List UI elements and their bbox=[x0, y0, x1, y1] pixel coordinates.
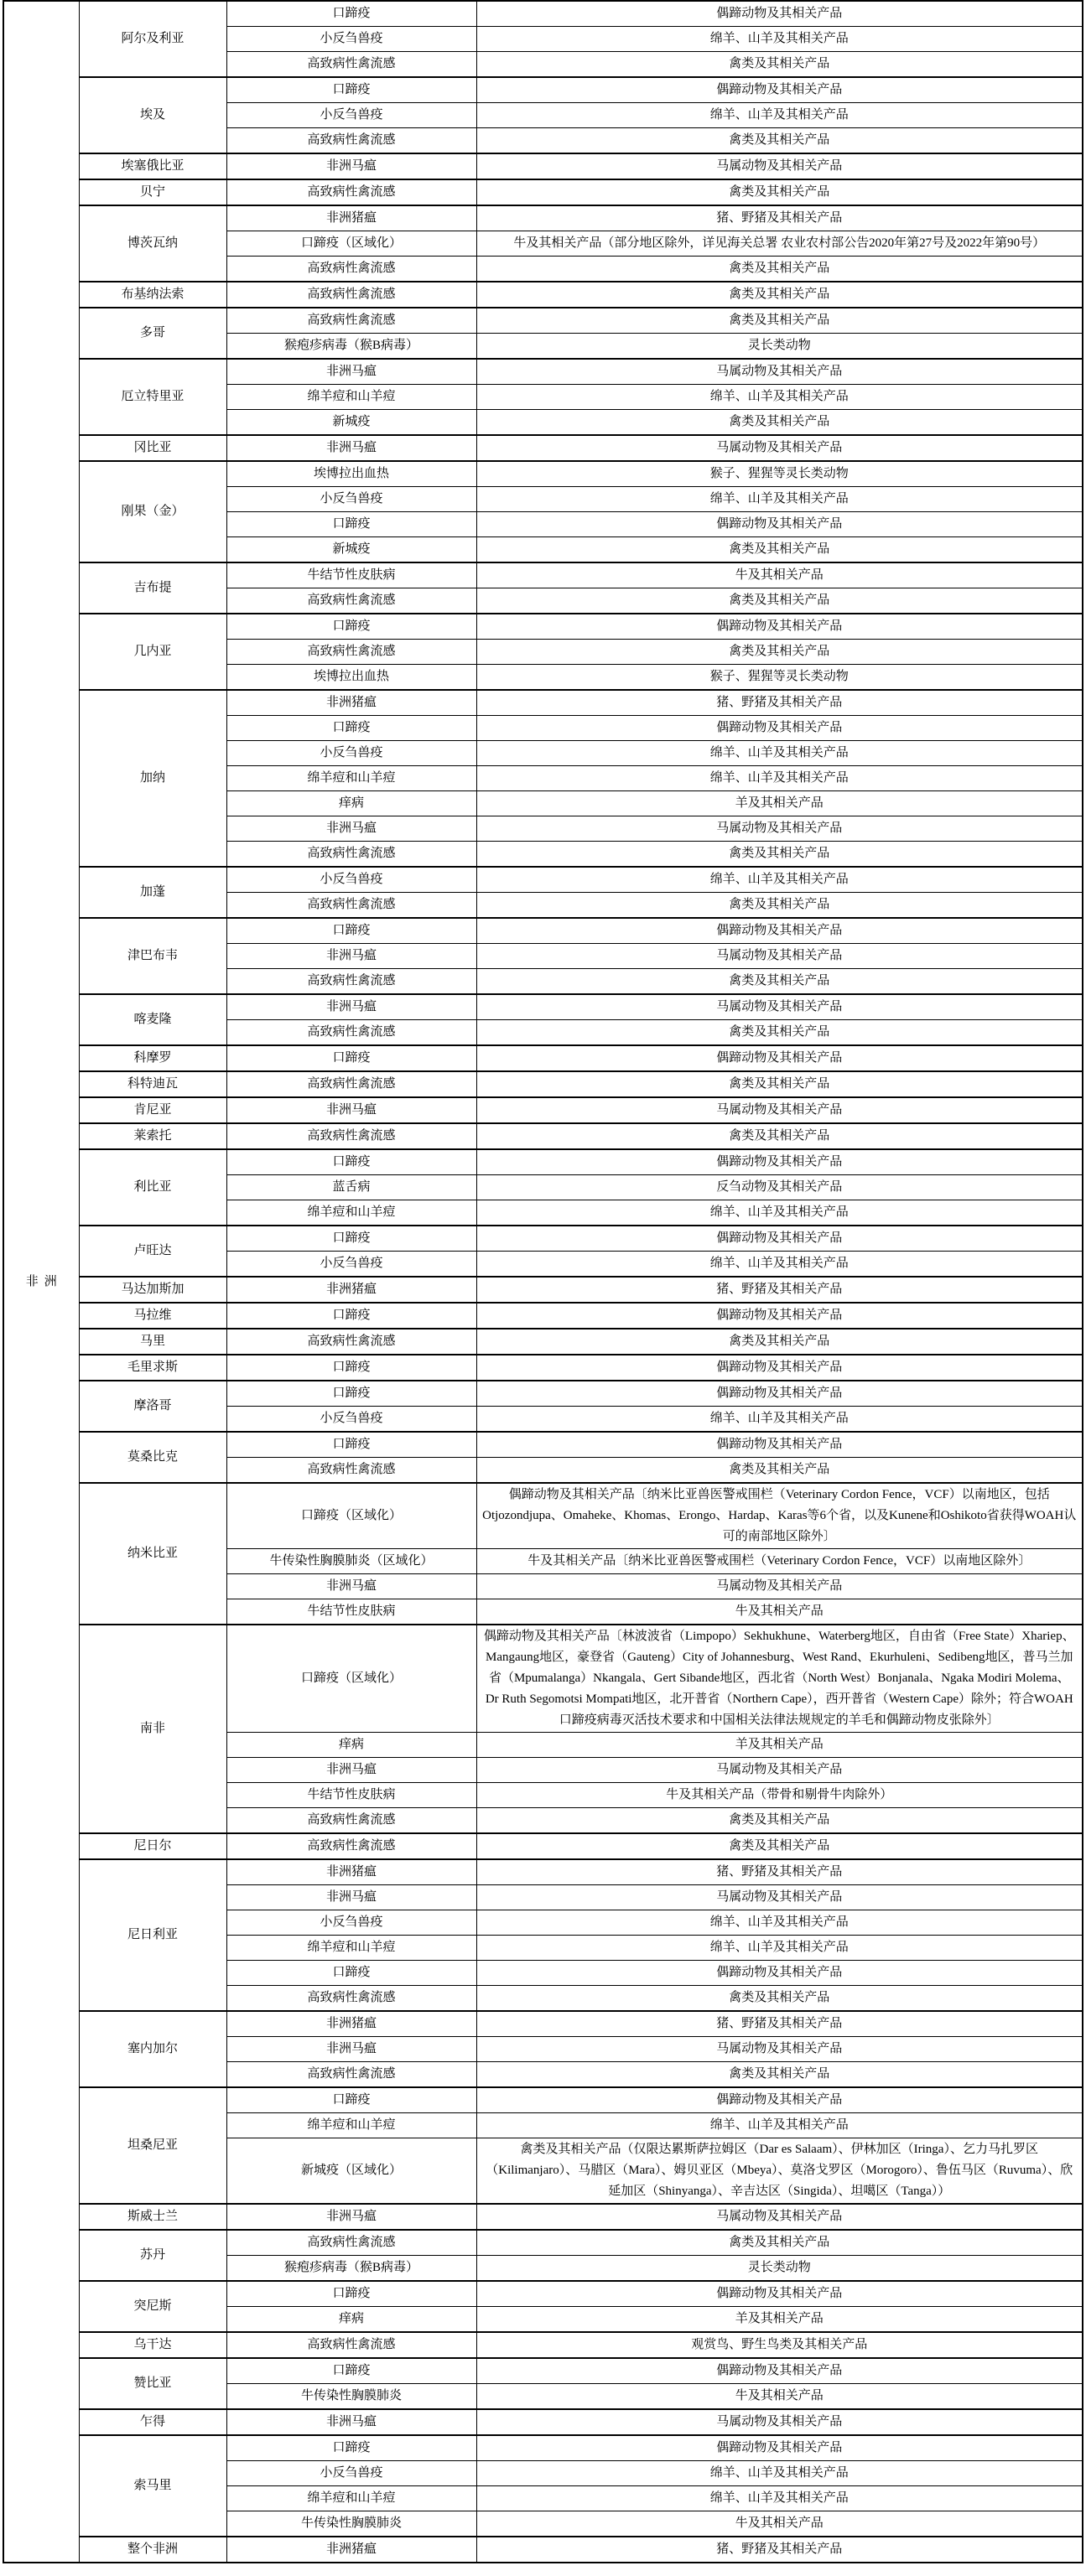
product-cell: 绵羊、山羊及其相关产品 bbox=[476, 1407, 1083, 1433]
table-row bbox=[3, 282, 1083, 308]
country-cell: 布基纳法索 bbox=[79, 282, 226, 308]
country-cell: 马里 bbox=[79, 1329, 226, 1355]
country-cell: 津巴布韦 bbox=[79, 918, 226, 994]
disease-cell: 口蹄疫（区域化） bbox=[226, 1625, 476, 1733]
country-cell: 埃及 bbox=[79, 77, 226, 153]
disease-cell: 小反刍兽疫 bbox=[226, 1252, 476, 1278]
country-cell: 冈比亚 bbox=[79, 435, 226, 461]
disease-cell: 非洲猪瘟 bbox=[226, 2011, 476, 2037]
disease-cell: 非洲马瘟 bbox=[226, 2409, 476, 2435]
country-cell: 莱索托 bbox=[79, 1123, 226, 1149]
disease-cell: 猴疱疹病毒（猴B病毒） bbox=[226, 334, 476, 360]
product-cell: 牛及其相关产品 bbox=[476, 2511, 1083, 2537]
product-cell: 绵羊、山羊及其相关产品 bbox=[476, 1910, 1083, 1936]
disease-cell: 非洲猪瘟 bbox=[226, 690, 476, 716]
product-cell: 禽类及其相关产品 bbox=[476, 1020, 1083, 1046]
disease-cell: 牛结节性皮肤病 bbox=[226, 1599, 476, 1625]
table-row bbox=[3, 1303, 1083, 1329]
disease-cell: 非洲猪瘟 bbox=[226, 1277, 476, 1303]
country-cell: 南非 bbox=[79, 1625, 226, 1833]
product-cell: 偶蹄动物及其相关产品 bbox=[476, 2087, 1083, 2113]
disease-cell: 口蹄疫 bbox=[226, 1149, 476, 1175]
disease-cell: 绵羊痘和山羊痘 bbox=[226, 385, 476, 410]
table-row bbox=[3, 1071, 1083, 1097]
country-cell: 贝宁 bbox=[79, 179, 226, 205]
continent-cell: 非洲 bbox=[3, 1, 79, 2563]
product-cell: 禽类及其相关产品 bbox=[476, 969, 1083, 995]
disease-cell: 非洲马瘟 bbox=[226, 1574, 476, 1599]
country-cell: 莫桑比克 bbox=[79, 1432, 226, 1483]
product-cell: 偶蹄动物及其相关产品 bbox=[476, 1, 1083, 27]
product-cell: 猴子、猩猩等灵长类动物 bbox=[476, 461, 1083, 487]
table-row bbox=[3, 1045, 1083, 1071]
product-cell: 禽类及其相关产品 bbox=[476, 308, 1083, 334]
disease-cell: 牛结节性皮肤病 bbox=[226, 562, 476, 588]
product-cell: 猪、野猪及其相关产品 bbox=[476, 1277, 1083, 1303]
product-cell: 禽类及其相关产品（仅限达累斯萨拉姆区（Dar es Salaam）、伊林加区（Iringa）、乞力马扎罗区（Kilimanjaro）、马腊区（Mara）、姆贝亚区（Mbeya）、莫洛戈罗区（Morogoro）、鲁伍马区（Ruvuma）、欣延加区（Shinyanga）、辛吉达区（Singida）、坦噶区（Tanga）） bbox=[476, 2138, 1083, 2205]
disease-cell: 口蹄疫 bbox=[226, 918, 476, 944]
table-row bbox=[3, 1097, 1083, 1123]
country-cell: 纳米比亚 bbox=[79, 1483, 226, 1625]
product-cell: 偶蹄动物及其相关产品 bbox=[476, 1226, 1083, 1252]
disease-cell: 高致病性禽流感 bbox=[226, 308, 476, 334]
table-row bbox=[3, 1123, 1083, 1149]
disease-cell: 口蹄疫 bbox=[226, 614, 476, 640]
disease-cell: 非洲猪瘟 bbox=[226, 205, 476, 231]
product-cell: 马属动物及其相关产品 bbox=[476, 1885, 1083, 1910]
table-row bbox=[3, 1355, 1083, 1381]
disease-cell: 小反刍兽疫 bbox=[226, 741, 476, 766]
country-cell: 加纳 bbox=[79, 690, 226, 867]
product-cell: 绵羊、山羊及其相关产品 bbox=[476, 2486, 1083, 2511]
country-cell: 马拉维 bbox=[79, 1303, 226, 1329]
disease-cell: 口蹄疫 bbox=[226, 1303, 476, 1329]
disease-cell: 高致病性禽流感 bbox=[226, 179, 476, 205]
product-cell: 偶蹄动物及其相关产品 bbox=[476, 512, 1083, 537]
table-body bbox=[3, 1, 1083, 2563]
country-cell: 尼日尔 bbox=[79, 1833, 226, 1859]
table-row bbox=[3, 562, 1083, 588]
country-cell: 苏丹 bbox=[79, 2230, 226, 2281]
product-cell: 偶蹄动物及其相关产品〔纳米比亚兽医警戒围栏（Veterinary Cordon Fence，VCF）以南地区，包括Otjozondjupa、Omaheke、Khomas、Erongo、Hardap、Karas等6个省，以及Kunene和Oshikoto省获得WOAH认可的南部地区除外〕 bbox=[476, 1483, 1083, 1549]
table-row bbox=[3, 359, 1083, 385]
disease-cell: 口蹄疫 bbox=[226, 1226, 476, 1252]
country-cell: 肯尼亚 bbox=[79, 1097, 226, 1123]
product-cell: 禽类及其相关产品 bbox=[476, 640, 1083, 665]
product-cell: 羊及其相关产品 bbox=[476, 791, 1083, 816]
table-row bbox=[3, 1432, 1083, 1458]
product-cell: 绵羊、山羊及其相关产品 bbox=[476, 487, 1083, 512]
product-cell: 马属动物及其相关产品 bbox=[476, 1097, 1083, 1123]
table-row bbox=[3, 2409, 1083, 2435]
table-row bbox=[3, 1226, 1083, 1252]
table-row bbox=[3, 1625, 1083, 1733]
disease-cell: 高致病性禽流感 bbox=[226, 588, 476, 614]
country-cell: 多哥 bbox=[79, 308, 226, 359]
disease-cell: 埃博拉出血热 bbox=[226, 665, 476, 691]
country-cell: 厄立特里亚 bbox=[79, 359, 226, 435]
product-cell: 禽类及其相关产品 bbox=[476, 588, 1083, 614]
table-row bbox=[3, 1, 1083, 27]
product-cell: 禽类及其相关产品 bbox=[476, 842, 1083, 868]
product-cell: 偶蹄动物及其相关产品 bbox=[476, 1045, 1083, 1071]
product-cell: 禽类及其相关产品 bbox=[476, 257, 1083, 282]
table-row bbox=[3, 2087, 1083, 2113]
disease-cell: 牛传染性胸膜肺炎（区域化） bbox=[226, 1549, 476, 1574]
product-cell: 绵羊、山羊及其相关产品 bbox=[476, 766, 1083, 791]
product-cell: 猴子、猩猩等灵长类动物 bbox=[476, 665, 1083, 691]
country-cell: 斯威士兰 bbox=[79, 2204, 226, 2230]
disease-cell: 高致病性禽流感 bbox=[226, 1329, 476, 1355]
product-cell: 禽类及其相关产品 bbox=[476, 1329, 1083, 1355]
product-cell: 马属动物及其相关产品 bbox=[476, 1758, 1083, 1783]
product-cell: 绵羊、山羊及其相关产品 bbox=[476, 2461, 1083, 2486]
disease-cell: 牛结节性皮肤病 bbox=[226, 1783, 476, 1808]
disease-cell: 绵羊痘和山羊痘 bbox=[226, 1936, 476, 1961]
country-cell: 赞比亚 bbox=[79, 2358, 226, 2409]
table-row bbox=[3, 1149, 1083, 1175]
disease-cell: 新城疫 bbox=[226, 537, 476, 563]
product-cell: 偶蹄动物及其相关产品 bbox=[476, 1432, 1083, 1458]
product-cell: 偶蹄动物及其相关产品 bbox=[476, 1355, 1083, 1381]
table-row bbox=[3, 2281, 1083, 2307]
disease-cell: 非洲马瘟 bbox=[226, 944, 476, 969]
table-row bbox=[3, 1329, 1083, 1355]
disease-cell: 高致病性禽流感 bbox=[226, 2332, 476, 2358]
disease-cell: 小反刍兽疫 bbox=[226, 1407, 476, 1433]
product-cell: 观赏鸟、野生鸟类及其相关产品 bbox=[476, 2332, 1083, 2358]
product-cell: 绵羊、山羊及其相关产品 bbox=[476, 103, 1083, 128]
table-row bbox=[3, 205, 1083, 231]
product-cell: 禽类及其相关产品 bbox=[476, 1071, 1083, 1097]
disease-cell: 高致病性禽流感 bbox=[226, 893, 476, 919]
table-row bbox=[3, 994, 1083, 1020]
disease-cell: 高致病性禽流感 bbox=[226, 282, 476, 308]
table-row bbox=[3, 1483, 1083, 1549]
disease-cell: 牛传染性胸膜肺炎 bbox=[226, 2511, 476, 2537]
table-row bbox=[3, 918, 1083, 944]
table-row bbox=[3, 2537, 1083, 2563]
country-cell: 突尼斯 bbox=[79, 2281, 226, 2332]
product-cell: 马属动物及其相关产品 bbox=[476, 944, 1083, 969]
product-cell: 绵羊、山羊及其相关产品 bbox=[476, 741, 1083, 766]
product-cell: 偶蹄动物及其相关产品〔林波波省（Limpopo）Sekhukhune、Waterberg地区，自由省（Free State）Xhariep、Mangaung地区，豪登省（Gauteng）City of Johannesburg、West Rand、Ekurhuleni、Sedibeng地区，普马兰加省（Mpumalanga）Nkangala、Gert Sibande地区，西北省（North West）Bonjanala、Ngaka Modiri Molema、 Dr Ruth Segomotsi Mompati地区，北开普省（Northern Cape），西开普省（Western Cape）除外；符合WOAH口蹄疫病毒灭活技术要求和中国相关法律法规规定的羊毛和偶蹄动物皮张除外〕 bbox=[476, 1625, 1083, 1733]
country-cell: 加蓬 bbox=[79, 867, 226, 918]
disease-cell: 口蹄疫（区域化） bbox=[226, 1483, 476, 1549]
country-cell: 阿尔及利亚 bbox=[79, 1, 226, 77]
table-row bbox=[3, 1277, 1083, 1303]
table-row bbox=[3, 461, 1083, 487]
country-cell: 刚果（金） bbox=[79, 461, 226, 562]
country-cell: 喀麦隆 bbox=[79, 994, 226, 1045]
product-cell: 马属动物及其相关产品 bbox=[476, 2204, 1083, 2230]
country-cell: 乌干达 bbox=[79, 2332, 226, 2358]
disease-cell: 高致病性禽流感 bbox=[226, 1986, 476, 2012]
product-cell: 偶蹄动物及其相关产品 bbox=[476, 1149, 1083, 1175]
quarantine-table bbox=[3, 0, 1083, 2563]
disease-cell: 高致病性禽流感 bbox=[226, 969, 476, 995]
disease-cell: 非洲猪瘟 bbox=[226, 1859, 476, 1885]
product-cell: 牛及其相关产品（部分地区除外，详见海关总署 农业农村部公告2020年第27号及2022年第90号） bbox=[476, 231, 1083, 257]
disease-cell: 小反刍兽疫 bbox=[226, 2461, 476, 2486]
country-cell: 尼日利亚 bbox=[79, 1859, 226, 2011]
disease-cell: 口蹄疫 bbox=[226, 716, 476, 741]
product-cell: 猪、野猪及其相关产品 bbox=[476, 2537, 1083, 2563]
product-cell: 灵长类动物 bbox=[476, 334, 1083, 360]
disease-cell: 高致病性禽流感 bbox=[226, 2230, 476, 2256]
table-row bbox=[3, 2204, 1083, 2230]
disease-cell: 非洲马瘟 bbox=[226, 435, 476, 461]
product-cell: 禽类及其相关产品 bbox=[476, 1986, 1083, 2012]
country-cell: 摩洛哥 bbox=[79, 1381, 226, 1432]
product-cell: 猪、野猪及其相关产品 bbox=[476, 690, 1083, 716]
country-cell: 埃塞俄比亚 bbox=[79, 153, 226, 179]
disease-cell: 口蹄疫 bbox=[226, 1045, 476, 1071]
disease-cell: 高致病性禽流感 bbox=[226, 52, 476, 78]
disease-cell: 小反刍兽疫 bbox=[226, 1910, 476, 1936]
product-cell: 羊及其相关产品 bbox=[476, 1733, 1083, 1758]
product-cell: 马属动物及其相关产品 bbox=[476, 359, 1083, 385]
disease-cell: 痒病 bbox=[226, 1733, 476, 1758]
disease-cell: 高致病性禽流感 bbox=[226, 128, 476, 154]
disease-cell: 非洲马瘟 bbox=[226, 153, 476, 179]
disease-cell: 非洲马瘟 bbox=[226, 2204, 476, 2230]
product-cell: 猪、野猪及其相关产品 bbox=[476, 205, 1083, 231]
disease-cell: 埃博拉出血热 bbox=[226, 461, 476, 487]
product-cell: 禽类及其相关产品 bbox=[476, 179, 1083, 205]
product-cell: 禽类及其相关产品 bbox=[476, 282, 1083, 308]
product-cell: 马属动物及其相关产品 bbox=[476, 435, 1083, 461]
product-cell: 马属动物及其相关产品 bbox=[476, 816, 1083, 842]
product-cell: 马属动物及其相关产品 bbox=[476, 994, 1083, 1020]
country-cell: 毛里求斯 bbox=[79, 1355, 226, 1381]
product-cell: 禽类及其相关产品 bbox=[476, 2230, 1083, 2256]
product-cell: 牛及其相关产品（带骨和剔骨牛肉除外） bbox=[476, 1783, 1083, 1808]
table-row bbox=[3, 77, 1083, 103]
disease-cell: 非洲马瘟 bbox=[226, 994, 476, 1020]
product-cell: 牛及其相关产品 bbox=[476, 1599, 1083, 1625]
disease-cell: 猴疱疹病毒（猴B病毒） bbox=[226, 2256, 476, 2282]
disease-cell: 痒病 bbox=[226, 791, 476, 816]
product-cell: 禽类及其相关产品 bbox=[476, 1123, 1083, 1149]
country-cell: 坦桑尼亚 bbox=[79, 2087, 226, 2204]
product-cell: 绵羊、山羊及其相关产品 bbox=[476, 1252, 1083, 1278]
disease-cell: 新城疫 bbox=[226, 410, 476, 436]
country-cell: 利比亚 bbox=[79, 1149, 226, 1226]
table-row bbox=[3, 2230, 1083, 2256]
table-row bbox=[3, 867, 1083, 893]
product-cell: 绵羊、山羊及其相关产品 bbox=[476, 385, 1083, 410]
disease-cell: 高致病性禽流感 bbox=[226, 1123, 476, 1149]
product-cell: 禽类及其相关产品 bbox=[476, 2062, 1083, 2088]
disease-cell: 非洲马瘟 bbox=[226, 2037, 476, 2062]
disease-cell: 牛传染性胸膜肺炎 bbox=[226, 2384, 476, 2410]
product-cell: 猪、野猪及其相关产品 bbox=[476, 2011, 1083, 2037]
product-cell: 绵羊、山羊及其相关产品 bbox=[476, 867, 1083, 893]
product-cell: 禽类及其相关产品 bbox=[476, 537, 1083, 563]
disease-cell: 非洲马瘟 bbox=[226, 1885, 476, 1910]
product-cell: 禽类及其相关产品 bbox=[476, 128, 1083, 154]
table-row bbox=[3, 1381, 1083, 1407]
disease-cell: 小反刍兽疫 bbox=[226, 27, 476, 52]
disease-cell: 口蹄疫 bbox=[226, 2358, 476, 2384]
country-cell: 博茨瓦纳 bbox=[79, 205, 226, 282]
disease-cell: 非洲马瘟 bbox=[226, 359, 476, 385]
country-cell: 整个非洲 bbox=[79, 2537, 226, 2563]
disease-cell: 口蹄疫 bbox=[226, 2087, 476, 2113]
disease-cell: 口蹄疫 bbox=[226, 2435, 476, 2461]
disease-cell: 口蹄疫 bbox=[226, 1381, 476, 1407]
product-cell: 牛及其相关产品〔纳米比亚兽医警戒围栏（Veterinary Cordon Fence，VCF）以南地区除外〕 bbox=[476, 1549, 1083, 1574]
product-cell: 绵羊、山羊及其相关产品 bbox=[476, 27, 1083, 52]
disease-cell: 口蹄疫 bbox=[226, 1, 476, 27]
disease-cell: 蓝舌病 bbox=[226, 1175, 476, 1200]
table-row bbox=[3, 690, 1083, 716]
table-row bbox=[3, 614, 1083, 640]
product-cell: 偶蹄动物及其相关产品 bbox=[476, 1961, 1083, 1986]
disease-cell: 高致病性禽流感 bbox=[226, 1833, 476, 1859]
disease-cell: 口蹄疫 bbox=[226, 2281, 476, 2307]
table-row bbox=[3, 435, 1083, 461]
table-row bbox=[3, 153, 1083, 179]
product-cell: 偶蹄动物及其相关产品 bbox=[476, 77, 1083, 103]
country-cell: 马达加斯加 bbox=[79, 1277, 226, 1303]
table-row bbox=[3, 1833, 1083, 1859]
country-cell: 乍得 bbox=[79, 2409, 226, 2435]
disease-cell: 高致病性禽流感 bbox=[226, 1071, 476, 1097]
disease-cell: 口蹄疫 bbox=[226, 512, 476, 537]
product-cell: 马属动物及其相关产品 bbox=[476, 153, 1083, 179]
table-row bbox=[3, 179, 1083, 205]
country-cell: 几内亚 bbox=[79, 614, 226, 690]
product-cell: 禽类及其相关产品 bbox=[476, 410, 1083, 436]
product-cell: 羊及其相关产品 bbox=[476, 2307, 1083, 2333]
disease-cell: 口蹄疫 bbox=[226, 77, 476, 103]
product-cell: 偶蹄动物及其相关产品 bbox=[476, 2358, 1083, 2384]
country-cell: 卢旺达 bbox=[79, 1226, 226, 1277]
table-row bbox=[3, 2358, 1083, 2384]
product-cell: 牛及其相关产品 bbox=[476, 2384, 1083, 2410]
country-cell: 塞内加尔 bbox=[79, 2011, 226, 2087]
table-row bbox=[3, 2011, 1083, 2037]
disease-cell: 高致病性禽流感 bbox=[226, 640, 476, 665]
table-row bbox=[3, 1859, 1083, 1885]
disease-cell: 小反刍兽疫 bbox=[226, 103, 476, 128]
disease-cell: 痒病 bbox=[226, 2307, 476, 2333]
table-row bbox=[3, 2435, 1083, 2461]
product-cell: 禽类及其相关产品 bbox=[476, 1458, 1083, 1484]
country-cell: 科摩罗 bbox=[79, 1045, 226, 1071]
disease-cell: 小反刍兽疫 bbox=[226, 867, 476, 893]
product-cell: 灵长类动物 bbox=[476, 2256, 1083, 2282]
table-row bbox=[3, 308, 1083, 334]
product-cell: 偶蹄动物及其相关产品 bbox=[476, 2281, 1083, 2307]
disease-cell: 非洲马瘟 bbox=[226, 816, 476, 842]
disease-cell: 高致病性禽流感 bbox=[226, 1020, 476, 1046]
disease-cell: 高致病性禽流感 bbox=[226, 2062, 476, 2088]
product-cell: 绵羊、山羊及其相关产品 bbox=[476, 1200, 1083, 1226]
product-cell: 偶蹄动物及其相关产品 bbox=[476, 918, 1083, 944]
product-cell: 牛及其相关产品 bbox=[476, 562, 1083, 588]
disease-cell: 新城疫（区域化） bbox=[226, 2138, 476, 2205]
product-cell: 偶蹄动物及其相关产品 bbox=[476, 614, 1083, 640]
disease-cell: 非洲猪瘟 bbox=[226, 2537, 476, 2563]
product-cell: 马属动物及其相关产品 bbox=[476, 1574, 1083, 1599]
country-cell: 吉布提 bbox=[79, 562, 226, 614]
product-cell: 禽类及其相关产品 bbox=[476, 1808, 1083, 1834]
product-cell: 禽类及其相关产品 bbox=[476, 1833, 1083, 1859]
disease-cell: 绵羊痘和山羊痘 bbox=[226, 2486, 476, 2511]
product-cell: 偶蹄动物及其相关产品 bbox=[476, 1303, 1083, 1329]
disease-cell: 绵羊痘和山羊痘 bbox=[226, 2113, 476, 2138]
product-cell: 禽类及其相关产品 bbox=[476, 893, 1083, 919]
disease-cell: 绵羊痘和山羊痘 bbox=[226, 766, 476, 791]
product-cell: 绵羊、山羊及其相关产品 bbox=[476, 2113, 1083, 2138]
disease-cell: 非洲马瘟 bbox=[226, 1758, 476, 1783]
product-cell: 反刍动物及其相关产品 bbox=[476, 1175, 1083, 1200]
disease-cell: 口蹄疫（区域化） bbox=[226, 231, 476, 257]
disease-cell: 高致病性禽流感 bbox=[226, 842, 476, 868]
product-cell: 偶蹄动物及其相关产品 bbox=[476, 1381, 1083, 1407]
country-cell: 索马里 bbox=[79, 2435, 226, 2537]
product-cell: 马属动物及其相关产品 bbox=[476, 2409, 1083, 2435]
product-cell: 偶蹄动物及其相关产品 bbox=[476, 716, 1083, 741]
disease-cell: 口蹄疫 bbox=[226, 1432, 476, 1458]
product-cell: 猪、野猪及其相关产品 bbox=[476, 1859, 1083, 1885]
disease-cell: 高致病性禽流感 bbox=[226, 1458, 476, 1484]
disease-cell: 绵羊痘和山羊痘 bbox=[226, 1200, 476, 1226]
product-cell: 偶蹄动物及其相关产品 bbox=[476, 2435, 1083, 2461]
product-cell: 绵羊、山羊及其相关产品 bbox=[476, 1936, 1083, 1961]
disease-cell: 口蹄疫 bbox=[226, 1355, 476, 1381]
disease-cell: 口蹄疫 bbox=[226, 1961, 476, 1986]
disease-cell: 小反刍兽疫 bbox=[226, 487, 476, 512]
product-cell: 禽类及其相关产品 bbox=[476, 52, 1083, 78]
product-cell: 马属动物及其相关产品 bbox=[476, 2037, 1083, 2062]
disease-cell: 高致病性禽流感 bbox=[226, 257, 476, 282]
country-cell: 科特迪瓦 bbox=[79, 1071, 226, 1097]
table-row bbox=[3, 2332, 1083, 2358]
disease-cell: 非洲马瘟 bbox=[226, 1097, 476, 1123]
disease-cell: 高致病性禽流感 bbox=[226, 1808, 476, 1834]
